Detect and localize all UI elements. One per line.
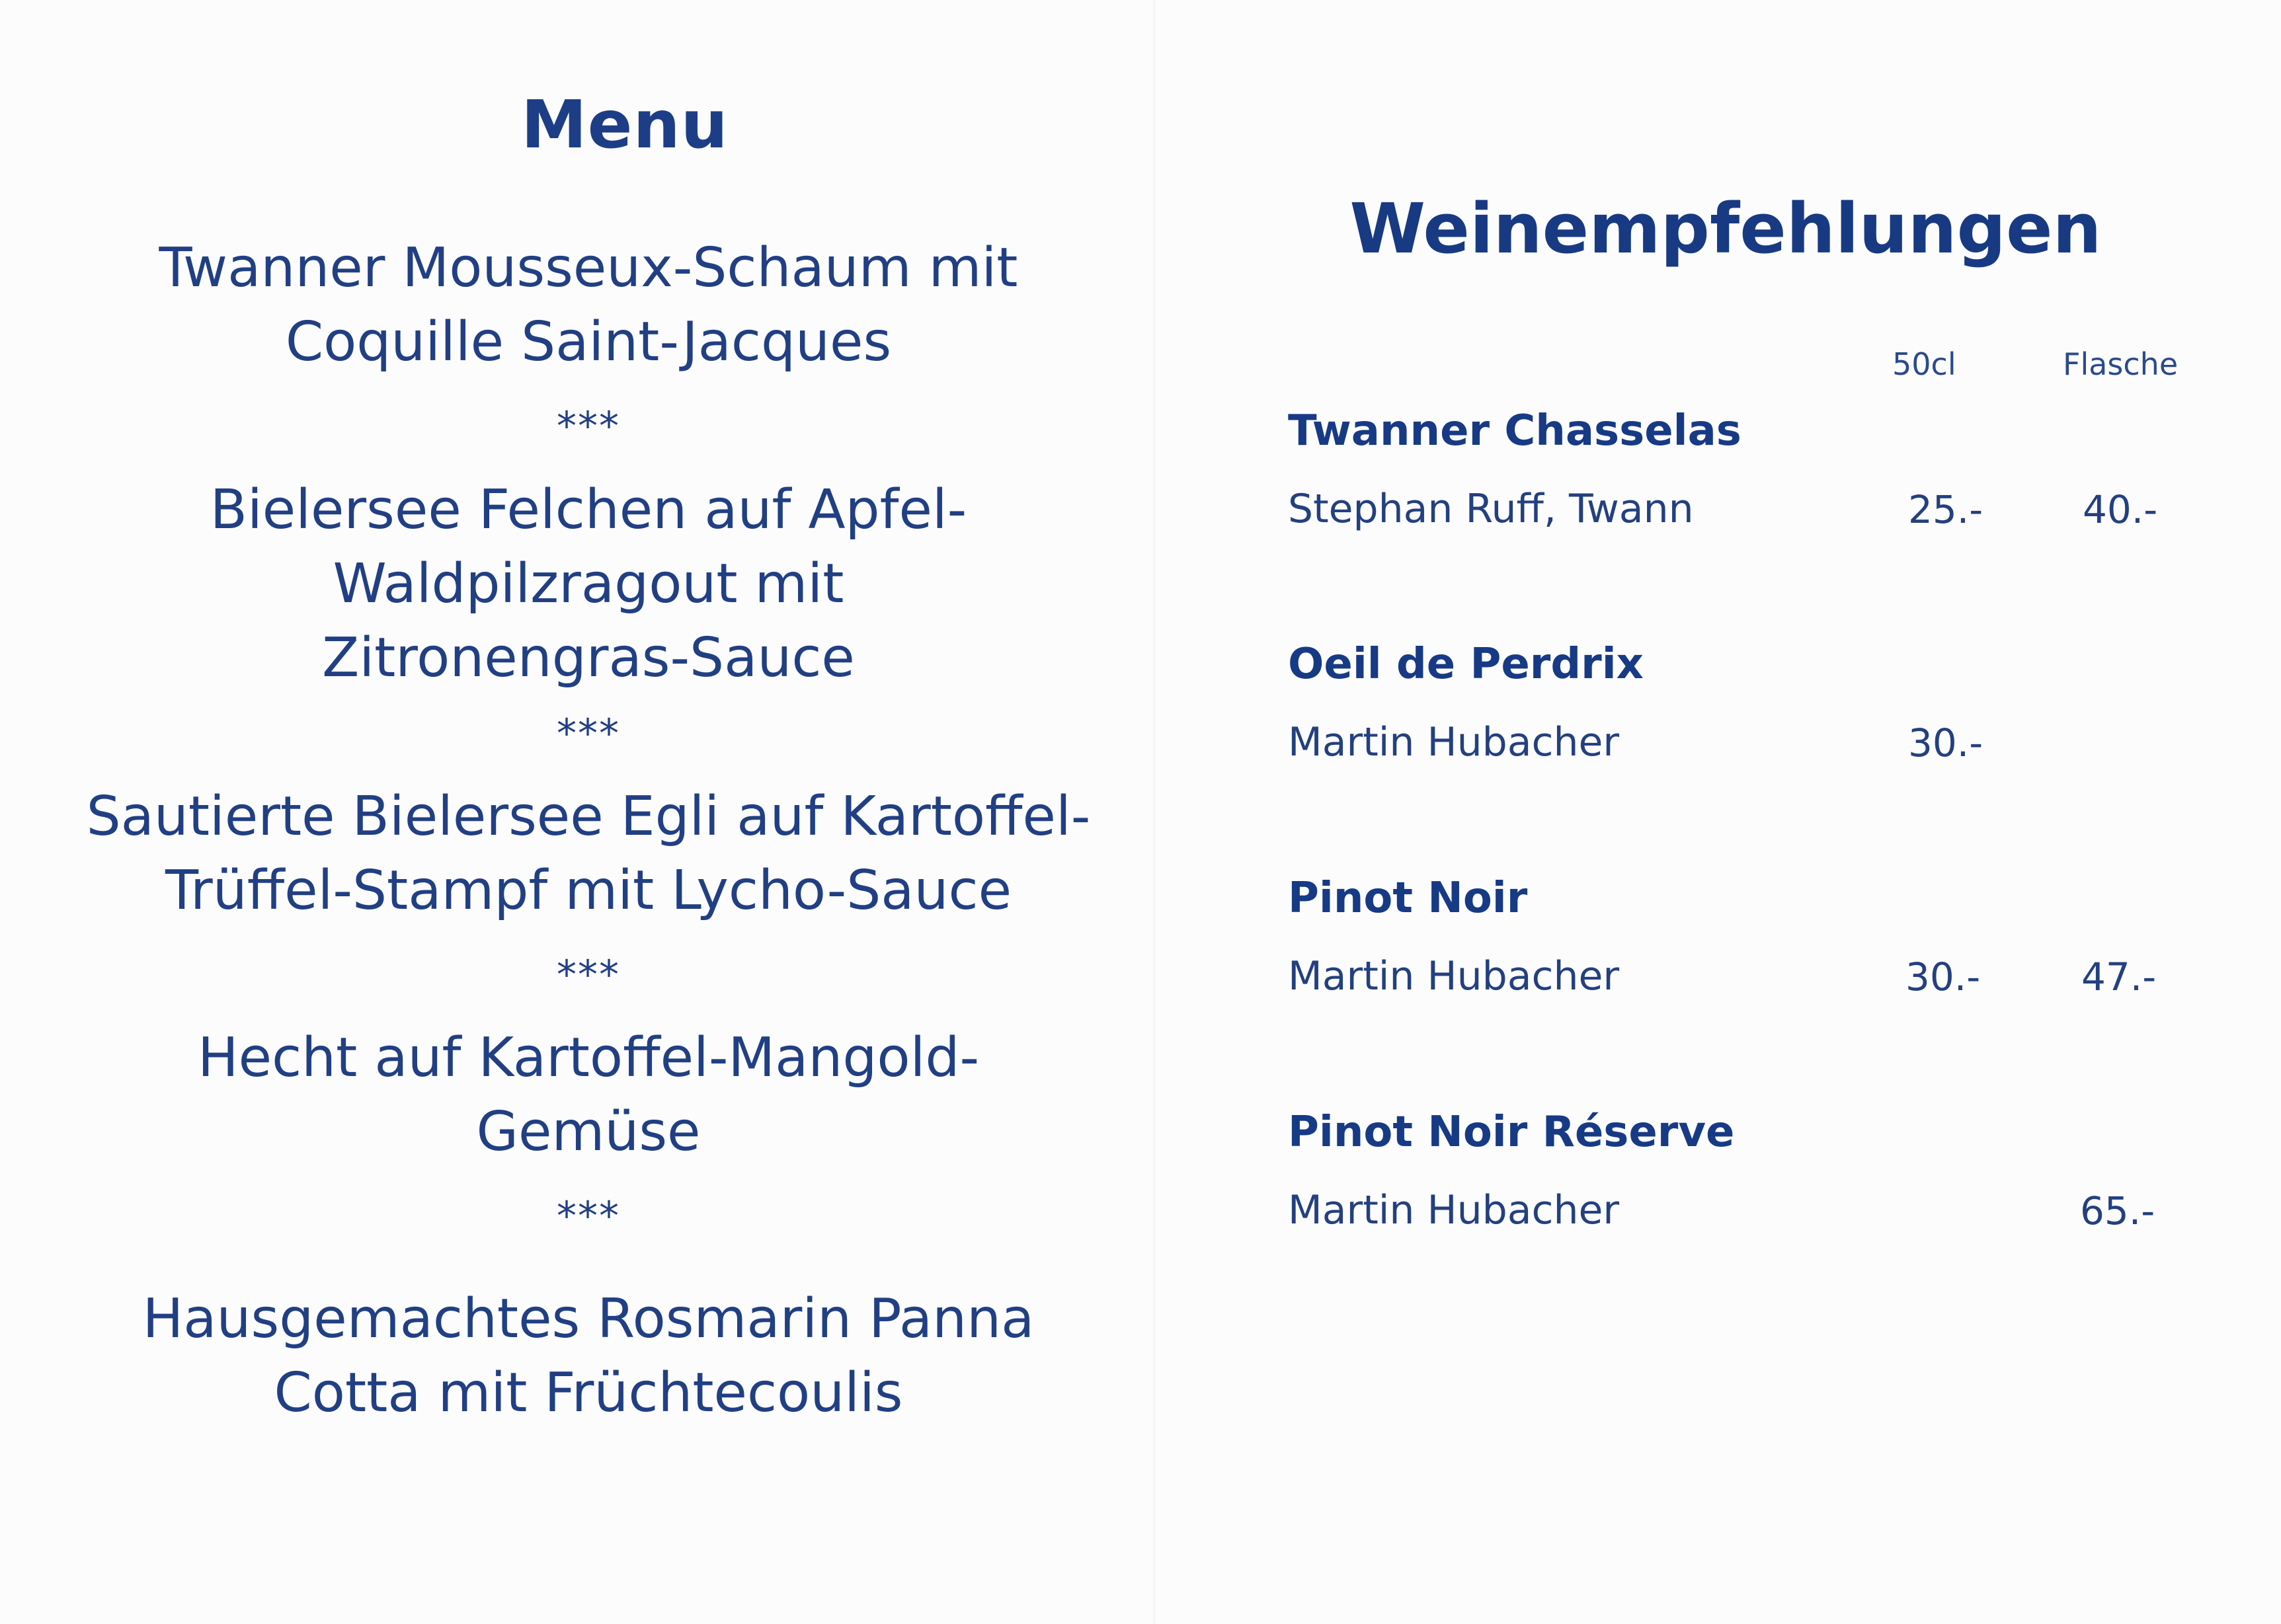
price-50cl: 25.- bbox=[1908, 487, 1983, 532]
course-5-line-2: Cotta mit Früchtecoulis bbox=[274, 1362, 903, 1424]
wine-title: Weinempfehlungen bbox=[1349, 188, 2102, 269]
course-5-line-1: Hausgemachtes Rosmarin Panna bbox=[142, 1288, 1035, 1350]
col-header-bottle: Flasche bbox=[2063, 346, 2179, 382]
wine-name: Oeil de Perdrix bbox=[1288, 640, 1644, 689]
course-2-line-3: Zitronengras-Sauce bbox=[322, 627, 855, 689]
course-separator-1: *** bbox=[557, 403, 620, 449]
course-4-line-2: Gemüse bbox=[476, 1101, 701, 1163]
course-1 bbox=[40, 231, 1137, 379]
course-5 bbox=[40, 1282, 1137, 1430]
course-2-line-1: Bielersee Felchen auf Apfel- bbox=[210, 479, 967, 541]
course-3-line-2: Trüffel-Stampf mit Lycho-Sauce bbox=[165, 859, 1012, 922]
price-bottle: 47.- bbox=[2081, 954, 2157, 999]
course-3-line-1: Sautierte Bielersee Egli auf Kartoffel- bbox=[86, 785, 1091, 848]
course-separator-2: *** bbox=[557, 711, 620, 757]
wine-producer: Martin Hubacher bbox=[1288, 1187, 1620, 1233]
course-2-line-2: Waldpilzragout mit bbox=[333, 553, 844, 615]
course-1-line-1: Twanner Mousseux-Schaum mit bbox=[159, 237, 1018, 299]
wine-producer: Martin Hubacher bbox=[1288, 953, 1620, 999]
course-4 bbox=[40, 1021, 1137, 1169]
wine-producer: Martin Hubacher bbox=[1288, 719, 1620, 765]
price-50cl: 30.- bbox=[1908, 720, 1983, 765]
price-50cl: 30.- bbox=[1905, 954, 1981, 999]
course-3 bbox=[40, 780, 1137, 928]
col-header-50cl: 50cl bbox=[1892, 346, 1956, 382]
wine-name: Twanner Chasselas bbox=[1288, 406, 1741, 455]
price-bottle: 40.- bbox=[2083, 487, 2158, 532]
course-separator-3: *** bbox=[557, 952, 620, 998]
wine-name: Pinot Noir Réserve bbox=[1288, 1108, 1735, 1157]
wine-name: Pinot Noir bbox=[1288, 874, 1528, 923]
price-bottle: 65.- bbox=[2080, 1188, 2155, 1233]
wine-producer: Stephan Ruff, Twann bbox=[1288, 486, 1694, 532]
course-4-line-1: Hecht auf Kartoffel-Mangold- bbox=[197, 1026, 980, 1089]
page-fold bbox=[1154, 0, 1155, 1624]
course-1-line-2: Coquille Saint-Jacques bbox=[285, 311, 892, 373]
menu-title: Menu bbox=[521, 86, 729, 163]
course-2 bbox=[40, 473, 1137, 695]
course-separator-4: *** bbox=[557, 1193, 620, 1239]
